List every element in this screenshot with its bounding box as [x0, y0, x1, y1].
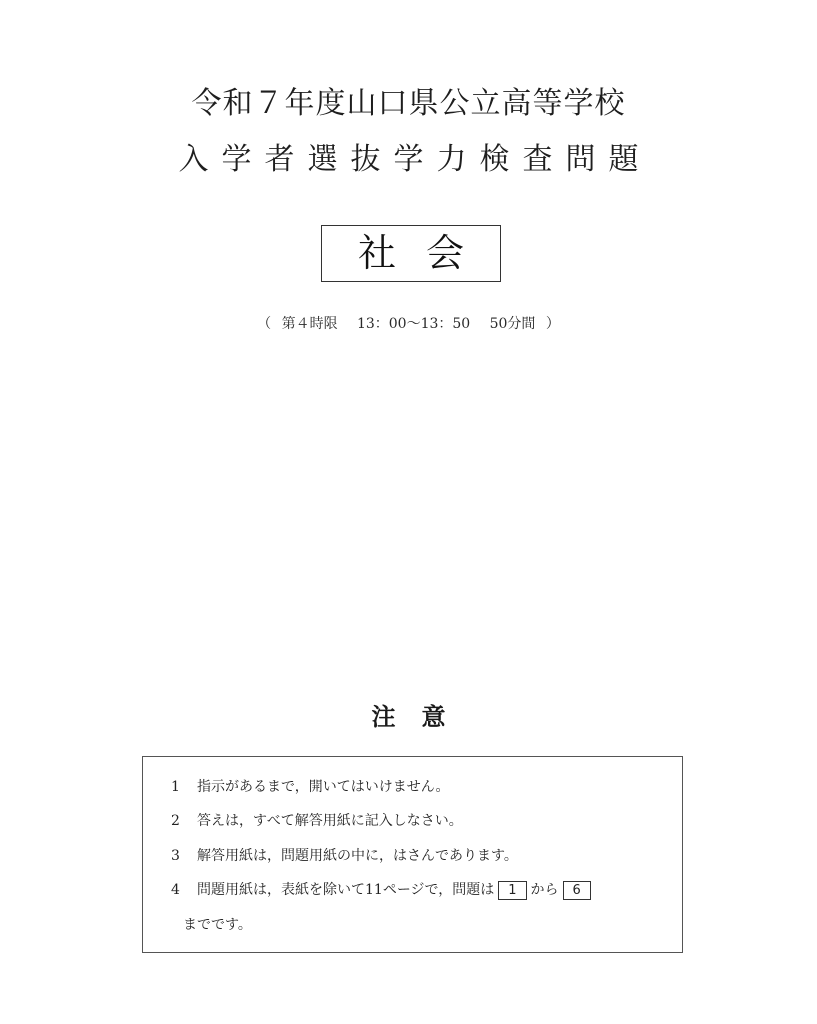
notice-item	[171, 845, 518, 865]
notice-item-number: 2	[171, 813, 180, 829]
notice-item-number: 1	[171, 779, 180, 795]
notice-item-number: 4	[171, 882, 180, 898]
paren-close: ）	[545, 316, 560, 332]
notice-item	[171, 810, 463, 830]
subject-box: 社会	[321, 225, 501, 282]
exam-time-note	[0, 313, 817, 333]
connector-text: から	[530, 882, 559, 898]
notice-item-text: 答えは，すべて解答用紙に記入しなさい。	[197, 813, 463, 829]
exam-period: 第４時限	[281, 316, 338, 332]
exam-time-range: 13：00～13：50	[356, 316, 471, 332]
notice-item	[171, 776, 450, 796]
paren-open: （	[257, 316, 272, 332]
first-question-number-box: 1	[498, 881, 526, 900]
notice-item-text: 指示があるまで，開いてはいけません。	[197, 779, 450, 795]
notice-item	[171, 879, 595, 900]
notice-item-text: 解答用紙は，問題用紙の中に，はさんであります。	[197, 848, 518, 864]
exam-duration: 50分間	[489, 316, 536, 332]
notice-item-text: 問題用紙は，表紙を除いて11ページで，問題は	[197, 882, 495, 898]
notice-heading: 注意	[371, 703, 472, 731]
last-question-number-box: 6	[563, 881, 591, 900]
exam-title-line2: 入学者選抜学力検査問題	[178, 142, 652, 177]
notice-item-number: 3	[171, 848, 180, 864]
notice-item-continuation: までです。	[183, 917, 252, 933]
exam-title-line1: 令和７年度山口県公立高等学校	[191, 86, 626, 121]
notice-box	[142, 756, 683, 953]
